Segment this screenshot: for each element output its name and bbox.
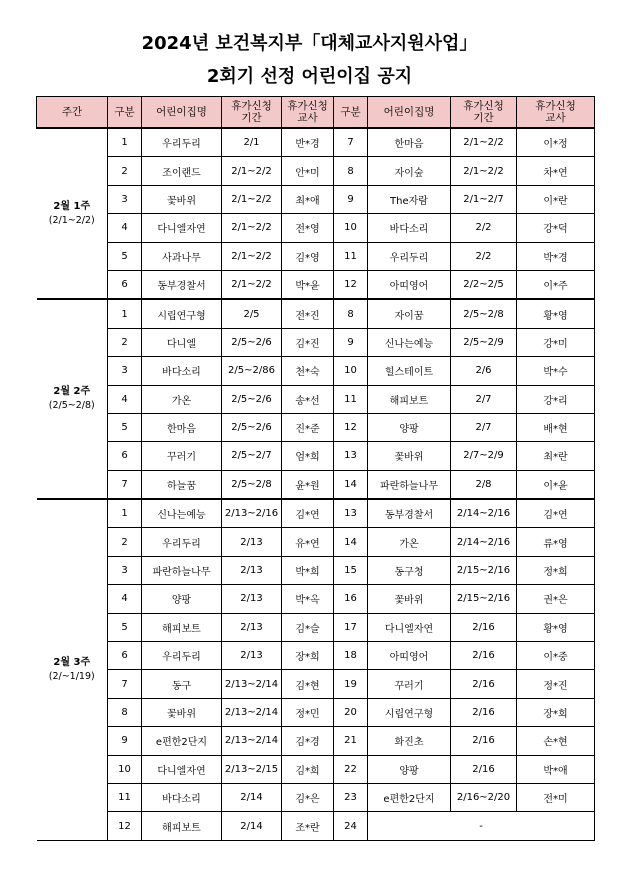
teacher-name: 황*영 [517,613,595,641]
teacher-name: 정*진 [517,670,595,698]
daycare-name: 아띠영어 [368,270,451,299]
teacher-name: 황*영 [517,299,595,328]
table-row [37,242,595,270]
row-number: 1 [108,128,142,157]
table-row [37,413,595,441]
col-week-header: 주간 [37,97,108,129]
table-row [37,214,595,242]
teacher-name: 김*희 [282,755,334,783]
week-range: (2/5~2/8) [48,400,95,412]
week-range: (2/~1/19) [48,670,95,682]
teacher-name: 박*윤 [282,270,334,299]
table-row [37,185,595,213]
table-row [37,755,595,783]
leave-period: 2/5~2/86 [222,357,282,385]
daycare-name: 다니엘자연 [142,214,222,242]
daycare-name: 바다소리 [142,783,222,811]
leave-period: 2/14 [222,783,282,811]
table-row [37,783,595,811]
row-number: 8 [334,299,368,328]
row-number: 6 [108,270,142,299]
row-number: 10 [108,755,142,783]
teacher-name: 윤*원 [282,470,334,499]
week-range: (2/1~2/2) [48,214,95,226]
teacher-name: 최*란 [517,442,595,470]
row-number: 3 [108,185,142,213]
teacher-name: 박*애 [517,755,595,783]
table-body [37,128,595,840]
table-row [37,270,595,299]
daycare-name: The자람 [368,185,451,213]
daycare-name: 아띠영어 [368,642,451,670]
row-number: 2 [108,328,142,356]
row-number: 22 [334,755,368,783]
table-row [37,499,595,528]
table-row [37,128,595,157]
leave-period: 2/16 [451,698,517,726]
row-number: 10 [334,357,368,385]
daycare-name: 다니엘자연 [368,613,451,641]
leave-period: 2/14~2/16 [451,528,517,556]
leave-period: 2/5~2/8 [222,470,282,499]
daycare-name: 동부경찰서 [142,270,222,299]
row-number: 2 [108,157,142,185]
leave-period: 2/16 [451,755,517,783]
teacher-name: 차*연 [517,157,595,185]
teacher-name: 배*현 [517,413,595,441]
teacher-name: 정*희 [517,556,595,584]
week-label [37,499,108,840]
daycare-name: 해피보트 [142,613,222,641]
row-number: 13 [334,499,368,528]
leave-period: 2/1~2/2 [222,270,282,299]
leave-period: 2/13~2/14 [222,670,282,698]
daycare-name: 꽃바위 [142,185,222,213]
table-row [37,328,595,356]
row-number: 14 [334,470,368,499]
daycare-name: 우리두리 [142,528,222,556]
row-number: 24 [334,812,368,840]
leave-period: 2/14 [222,812,282,840]
daycare-name: 동구청 [368,556,451,584]
leave-period: 2/15~2/16 [451,585,517,613]
document-title: 2024년 보건복지부「대체교사지원사업」 [141,33,478,54]
row-number: 7 [108,470,142,499]
row-number: 19 [334,670,368,698]
row-number: 11 [108,783,142,811]
row-number: 5 [108,242,142,270]
row-number: 16 [334,585,368,613]
daycare-name: 꾸러기 [142,442,222,470]
daycare-name: 양팡 [368,755,451,783]
teacher-name: 반*경 [282,128,334,157]
daycare-name: 꽃바위 [142,698,222,726]
leave-period: 2/2~2/5 [451,270,517,299]
table-row [37,698,595,726]
row-number: 1 [108,299,142,328]
row-number: 8 [108,698,142,726]
leave-period: 2/13 [222,556,282,584]
teacher-name: 박*경 [517,242,595,270]
daycare-name: 자이꿈 [368,299,451,328]
teacher-name: 전*미 [517,783,595,811]
row-number: 15 [334,556,368,584]
week-label [37,299,108,499]
selection-table [36,96,595,841]
table-row [37,556,595,584]
row-number: 12 [334,413,368,441]
daycare-name: 사과나무 [142,242,222,270]
col-name-left-header: 어린이집명 [142,97,222,129]
table-row [37,812,595,840]
row-number: 1 [108,499,142,528]
table-row [37,470,595,499]
row-number: 3 [108,357,142,385]
daycare-name: 가온 [368,528,451,556]
document-subtitle: 2회기 선정 어린이집 공지 [206,66,413,87]
leave-period: 2/6 [451,357,517,385]
daycare-name: 시립연구형 [368,698,451,726]
daycare-name: 조이랜드 [142,157,222,185]
teacher-name: 장*희 [517,698,595,726]
teacher-name: 이*정 [517,128,595,157]
daycare-name: 우리두리 [142,128,222,157]
row-number: 2 [108,528,142,556]
teacher-name: 이*란 [517,185,595,213]
row-number: 7 [108,670,142,698]
row-number: 9 [108,727,142,755]
teacher-name: 김*슬 [282,613,334,641]
leave-period: 2/14~2/16 [451,499,517,528]
teacher-name: 전*영 [282,214,334,242]
row-number: 11 [334,385,368,413]
teacher-name: 김*영 [282,242,334,270]
col-no-left-header: 구분 [108,97,142,129]
col-teacher-left-header: 휴가신청 교사 [282,97,334,129]
leave-period: 2/1~2/7 [451,185,517,213]
teacher-name: 손*현 [517,727,595,755]
leave-period: 2/5 [222,299,282,328]
row-number: 12 [108,812,142,840]
daycare-name: 양팡 [142,585,222,613]
daycare-name: e편한2단지 [368,783,451,811]
col-teacher-right-header: 휴가신청 교사 [517,97,595,129]
daycare-name: 바다소리 [368,214,451,242]
teacher-name: 정*민 [282,698,334,726]
leave-period: 2/8 [451,470,517,499]
daycare-name: 우리두리 [368,242,451,270]
daycare-name: 해피보트 [142,812,222,840]
leave-period: 2/5~2/9 [451,328,517,356]
daycare-name: 꾸러기 [368,670,451,698]
row-number: 23 [334,783,368,811]
teacher-name: 송*선 [282,385,334,413]
daycare-name: 꽃바위 [368,585,451,613]
teacher-name: 박*희 [282,556,334,584]
row-number: 20 [334,698,368,726]
teacher-name: 안*미 [282,157,334,185]
leave-period: 2/7~2/9 [451,442,517,470]
row-number: 7 [334,128,368,157]
table-row [37,585,595,613]
teacher-name: 진*준 [282,413,334,441]
row-number: 6 [108,642,142,670]
teacher-name: 김*경 [282,727,334,755]
leave-period: 2/1~2/2 [451,157,517,185]
leave-period: 2/13~2/16 [222,499,282,528]
leave-period: 2/5~2/8 [451,299,517,328]
table-row [37,299,595,328]
row-number: 13 [334,442,368,470]
row-number: 12 [334,270,368,299]
week-label [37,128,108,299]
leave-period: 2/15~2/16 [451,556,517,584]
leave-period: 2/16 [451,613,517,641]
leave-period: 2/13 [222,585,282,613]
row-number: 9 [334,328,368,356]
daycare-name: 다니엘 [142,328,222,356]
daycare-name: 동구 [142,670,222,698]
teacher-name: 강*리 [517,385,595,413]
teacher-name: 강*덕 [517,214,595,242]
teacher-name: 권*은 [517,585,595,613]
row-number: 5 [108,613,142,641]
teacher-name: 김*연 [517,499,595,528]
teacher-name: 박*옥 [282,585,334,613]
daycare-name: 가온 [142,385,222,413]
leave-period: 2/1~2/2 [451,128,517,157]
leave-period: 2/2 [451,214,517,242]
teacher-name: 이*중 [517,642,595,670]
leave-period: 2/7 [451,413,517,441]
table-row [37,385,595,413]
teacher-name: 이*주 [517,270,595,299]
row-number: 4 [108,385,142,413]
daycare-name: 신나는예능 [142,499,222,528]
table-row [37,442,595,470]
daycare-name: e편한2단지 [142,727,222,755]
table-row [37,357,595,385]
row-number: 5 [108,413,142,441]
leave-period: 2/2 [451,242,517,270]
teacher-name: 조*란 [282,812,334,840]
leave-period: 2/13~2/14 [222,727,282,755]
daycare-name: 한마음 [142,413,222,441]
row-number: 4 [108,585,142,613]
row-number: 11 [334,242,368,270]
leave-period: 2/16 [451,727,517,755]
leave-period: 2/16~2/20 [451,783,517,811]
daycare-name: 한마음 [368,128,451,157]
row-number: 3 [108,556,142,584]
daycare-name: 파란하늘나무 [142,556,222,584]
daycare-name: 꽃바위 [368,442,451,470]
daycare-name: 다니엘자연 [142,755,222,783]
daycare-name: 하늘꿈 [142,470,222,499]
leave-period: 2/5~2/6 [222,413,282,441]
week-title: 2월 2주 [53,386,91,398]
daycare-name: 해피보트 [368,385,451,413]
col-period-right-header: 휴가신청 기간 [451,97,517,129]
daycare-name: 신나는예능 [368,328,451,356]
leave-period: 2/13~2/15 [222,755,282,783]
teacher-name: 강*미 [517,328,595,356]
teacher-name: 김*은 [282,783,334,811]
daycare-name: 양팡 [368,413,451,441]
col-name-right-header: 어린이집명 [368,97,451,129]
row-number: 9 [334,185,368,213]
leave-period: 2/1 [222,128,282,157]
row-number: 17 [334,613,368,641]
teacher-name: 최*애 [282,185,334,213]
row-number: 18 [334,642,368,670]
row-number: 14 [334,528,368,556]
daycare-name: 우리두리 [142,642,222,670]
leave-period: 2/1~2/2 [222,214,282,242]
leave-period: 2/13 [222,528,282,556]
teacher-name: 김*연 [282,499,334,528]
leave-period: 2/16 [451,670,517,698]
leave-period: 2/5~2/6 [222,328,282,356]
teacher-name: 박*수 [517,357,595,385]
daycare-name: 자이숲 [368,157,451,185]
leave-period: 2/5~2/7 [222,442,282,470]
daycare-name: 화진초 [368,727,451,755]
daycare-name: 파란하늘나무 [368,470,451,499]
row-number: 4 [108,214,142,242]
teacher-name: 김*진 [282,328,334,356]
leave-period: 2/13 [222,613,282,641]
leave-period: 2/5~2/6 [222,385,282,413]
table-row [37,528,595,556]
teacher-name: 김*현 [282,670,334,698]
leave-period: 2/1~2/2 [222,157,282,185]
table-row [37,727,595,755]
teacher-name: 천*숙 [282,357,334,385]
leave-period: 2/13~2/14 [222,698,282,726]
table-row [37,157,595,185]
leave-period: 2/1~2/2 [222,242,282,270]
leave-period: 2/1~2/2 [222,185,282,213]
daycare-name: 시립연구형 [142,299,222,328]
table-row [37,642,595,670]
leave-period: 2/16 [451,642,517,670]
teacher-name: 장*희 [282,642,334,670]
table-row [37,670,595,698]
row-number: 21 [334,727,368,755]
table-row [37,613,595,641]
daycare-name: 힐스테이트 [368,357,451,385]
daycare-name: - [368,812,595,840]
teacher-name: 류*영 [517,528,595,556]
daycare-name: 바다소리 [142,357,222,385]
col-no-right-header: 구분 [334,97,368,129]
teacher-name: 엄*희 [282,442,334,470]
header-row [37,97,595,129]
col-period-left-header: 휴가신청 기간 [222,97,282,129]
teacher-name: 전*진 [282,299,334,328]
row-number: 8 [334,157,368,185]
row-number: 6 [108,442,142,470]
week-title: 2월 1주 [53,200,91,212]
daycare-name: 동부경찰서 [368,499,451,528]
leave-period: 2/7 [451,385,517,413]
teacher-name: 이*윤 [517,470,595,499]
row-number: 10 [334,214,368,242]
leave-period: 2/13 [222,642,282,670]
teacher-name: 유*연 [282,528,334,556]
week-title: 2월 3주 [53,656,91,668]
